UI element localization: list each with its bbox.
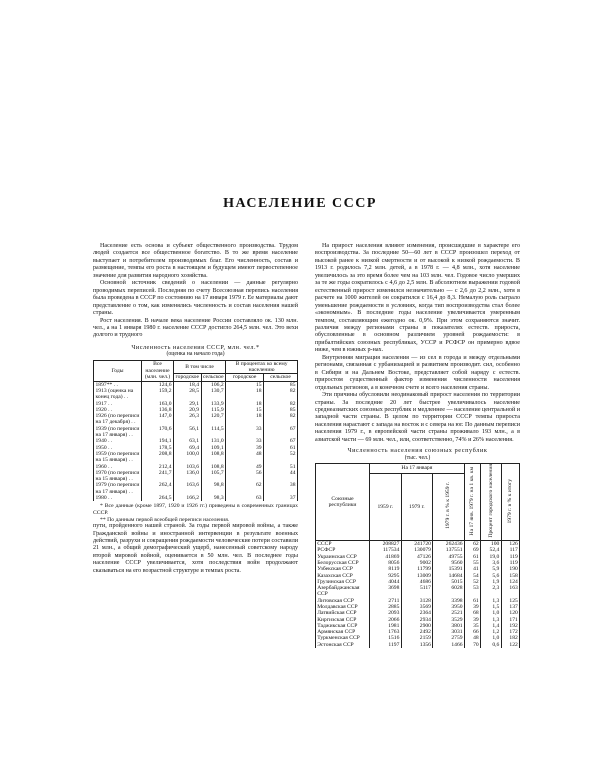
republic-cell: Белорусская ССР: [316, 560, 370, 566]
value-cell: 98,3: [201, 495, 226, 501]
value-cell: 8119: [370, 566, 402, 572]
value-cell: 262,4: [142, 482, 174, 495]
value-cell: 55: [464, 560, 480, 566]
value-cell: 163,0: [142, 401, 174, 407]
value-cell: 241720: [401, 541, 433, 548]
value-cell: 3950: [433, 604, 465, 610]
value-cell: 120,7: [201, 413, 226, 426]
paragraph: пути, пройденного нашей страной. За годы первой мировой войны, а также Гражданской войны и иностранной интервенции в результате военных действий, разрухи и сокращения рождаемости человеческие потери составили 21 млн., а общий демографический ущерб, нанесенный советскому народу второй мировой войной, оценивается в 50 млн. чел. В последнее годы население СССР увеличивается, хотя последствия войн продолжают сказываться на его возрастной структуре и темпах роста.: [93, 523, 298, 574]
value-cell: 163,6: [174, 482, 202, 495]
value-cell: 82: [264, 401, 298, 407]
value-cell: 61: [464, 554, 480, 560]
value-cell: 49: [226, 464, 264, 470]
table-row: [94, 426, 298, 439]
value-cell: 190: [501, 566, 520, 572]
value-cell: 82: [264, 413, 298, 426]
header-urban-share: Процент городского населения: [480, 464, 501, 541]
value-cell: 1,5: [480, 604, 501, 610]
value-cell: 133,9: [201, 401, 226, 407]
republics-table: [315, 463, 520, 648]
header-years: Годы: [94, 360, 142, 381]
year-cell: 1940 . .: [94, 438, 142, 444]
value-cell: 2,3: [480, 585, 501, 598]
value-cell: 136,8: [142, 407, 174, 413]
republic-cell: Киргизская ССР: [316, 617, 370, 623]
header-total: Все население (млн. чел.): [142, 360, 174, 381]
header-percent: В процентах ко всему населению: [226, 360, 298, 374]
value-cell: 98,8: [201, 482, 226, 495]
right-column: [315, 243, 520, 648]
value-cell: 56,1: [174, 426, 202, 439]
year-cell: 1959 (по переписи на 15 января) . .: [94, 451, 142, 464]
header-urban: городское: [175, 374, 199, 381]
value-cell: 1,0: [480, 610, 501, 616]
header-1959: 1959 г.: [370, 473, 402, 540]
value-cell: 131,0: [201, 438, 226, 444]
republic-cell: Армянская ССР: [316, 629, 370, 635]
value-cell: 52: [464, 579, 480, 585]
value-cell: 8056: [370, 560, 402, 566]
value-cell: 2159: [401, 635, 433, 641]
value-cell: 85: [264, 407, 298, 413]
value-cell: 5,9: [480, 566, 501, 572]
value-cell: 82: [264, 388, 298, 401]
value-cell: 2900: [401, 623, 433, 629]
value-cell: 9002: [401, 560, 433, 566]
left-column: [93, 243, 298, 575]
republic-cell: Казахская ССР: [316, 573, 370, 579]
table-row: [94, 413, 298, 426]
value-cell: 137551: [433, 547, 465, 553]
republic-cell: Литовская ССР: [316, 598, 370, 604]
table1-subcaption: (оценка на начало года): [166, 351, 225, 358]
header-pct-1959: 1979 г. в % к 1959 г.: [433, 473, 465, 540]
value-cell: 13009: [401, 573, 433, 579]
header-1979: 1979 г.: [401, 473, 433, 540]
table-row: [94, 451, 298, 464]
table1-caption: Численность населения СССР, млн. чел.*: [131, 343, 260, 351]
value-cell: 33: [226, 438, 264, 444]
value-cell: 212,4: [142, 464, 174, 470]
value-cell: 147,0: [142, 413, 174, 426]
header-area: На 17 янв. 1979 г. на 1 кв. км: [464, 464, 480, 541]
value-cell: 120: [501, 610, 520, 616]
value-cell: 26,3: [174, 413, 202, 426]
republic-cell: Эстонская ССР: [316, 642, 370, 648]
value-cell: 18: [226, 413, 264, 426]
value-cell: 1,0: [480, 635, 501, 641]
year-cell: 1913 (оценка на конец года) . .: [94, 388, 142, 401]
value-cell: 18,4: [174, 381, 202, 388]
value-cell: 3,6: [480, 560, 501, 566]
value-cell: 171: [501, 617, 520, 623]
value-cell: 3698: [370, 585, 402, 598]
value-cell: 124: [501, 579, 520, 585]
header-rural: сельское: [203, 374, 224, 381]
value-cell: 1981: [370, 623, 402, 629]
paragraph: На прирост населения влияют изменения, происшедшие в характере его воспроизводства. За последние 50—60 лет в СССР произошел переход от высокой ранее к низкой смертности и от высокой к низкой рождаемости. В 1913 г. родилось 7,2 млн. детей, а в 1978 г. — 4,8 млн., хотя население увеличилось за это время более чем на 103 млн. чел. Годовое число умерших за те же годы сократилось с 4,6 до 2,5 млн. В абсолютном выражении годовой естественный прирост изменился незначительно — с 2,6 до 2,2 млн., хотя в расчете на 1000 жителей он сократился с 16,4 до 8,3. Немалую роль сыграло уменьшение рождаемости в условиях, когда тип воспроизводства стал более «экономным». В последние годы население увеличивается умеренным темпом, составляющим ежегодно ок. 0,9%. При этом сохраняются значит. различия между регионами страны в показателях естеств. прироста, обусловленные в основном различием уровней рождаемости: в прибалтийских союзных республиках, УССР и РСФСР он примерно вдвое ниже, чем в южных р-нах.: [315, 243, 520, 354]
value-cell: 1197: [370, 642, 402, 648]
header-including: В том числе: [174, 360, 226, 374]
value-cell: 172: [501, 629, 520, 635]
year-cell: 1980 . .: [94, 495, 142, 501]
value-cell: 5015: [433, 579, 465, 585]
value-cell: 85: [264, 381, 298, 388]
value-cell: 2711: [370, 598, 402, 604]
value-cell: 100,0: [174, 451, 202, 464]
value-cell: 67: [264, 426, 298, 439]
header-republics: Союзные республики: [316, 464, 370, 541]
value-cell: 61: [464, 598, 480, 604]
value-cell: 51: [264, 464, 298, 470]
value-cell: 166,2: [174, 495, 202, 501]
value-cell: 53: [464, 585, 480, 598]
value-cell: 67: [264, 438, 298, 444]
value-cell: 52,4: [480, 547, 501, 553]
value-cell: 178,5: [142, 445, 174, 451]
value-cell: 66: [464, 629, 480, 635]
year-cell: 1970 (по переписи на 15 января) . .: [94, 470, 142, 483]
value-cell: 108,8: [201, 464, 226, 470]
value-cell: 3031: [433, 629, 465, 635]
value-cell: 130,7: [201, 388, 226, 401]
value-cell: 136,0: [174, 470, 202, 483]
value-cell: 63,1: [174, 438, 202, 444]
value-cell: 39: [464, 604, 480, 610]
table-row: [94, 381, 298, 388]
population-table: [93, 360, 298, 502]
value-cell: 119: [501, 554, 520, 560]
value-cell: 108,8: [201, 451, 226, 464]
value-cell: 124,6: [142, 381, 174, 388]
value-cell: 48: [464, 635, 480, 641]
table-row: [94, 495, 298, 501]
header-on-january: На 17 января: [370, 464, 465, 474]
value-cell: 9295: [370, 573, 402, 579]
value-cell: 2759: [433, 635, 465, 641]
table1-footnotes: [93, 503, 298, 523]
year-cell: 1979 (по переписи на 17 января) . .: [94, 482, 142, 495]
value-cell: 3569: [401, 604, 433, 610]
year-cell: 1897** . .: [94, 381, 142, 388]
value-cell: 114,5: [201, 426, 226, 439]
value-cell: 241,7: [142, 470, 174, 483]
value-cell: 3398: [433, 598, 465, 604]
footnote: * Все данные (кроме 1897, 1920 и 1926 гг.) приведены в современных границах СССР.: [93, 503, 298, 516]
republic-cell: Узбекская ССР: [316, 566, 370, 572]
value-cell: 49755: [433, 554, 465, 560]
value-cell: 15: [226, 407, 264, 413]
value-cell: 69: [464, 547, 480, 553]
value-cell: 29,1: [174, 401, 202, 407]
value-cell: 52: [264, 451, 298, 464]
value-cell: 208,8: [142, 451, 174, 464]
value-cell: 2934: [401, 617, 433, 623]
value-cell: 11799: [401, 566, 433, 572]
value-cell: 63: [226, 495, 264, 501]
value-cell: 130079: [401, 547, 433, 553]
value-cell: 1,9: [480, 579, 501, 585]
value-cell: 2093: [370, 610, 402, 616]
year-cell: 1917 . .: [94, 401, 142, 407]
year-cell: 1926 (по переписи на 17 декабря) . .: [94, 413, 142, 426]
year-cell: 1920 . .: [94, 407, 142, 413]
value-cell: 20,9: [174, 407, 202, 413]
value-cell: 41: [464, 566, 480, 572]
value-cell: 1,2: [480, 629, 501, 635]
paragraph: Основной источник сведений о населении — данные регулярно проводимых переписей. Последняя по счету Всесоюзная перепись населения была проведена в СССР по состоянию на 17 января 1979 г. Ее материалы дают представление о том, как изменялись численность и состав населения нашей страны.: [93, 280, 298, 317]
value-cell: 18: [226, 388, 264, 401]
value-cell: 5117: [401, 585, 433, 598]
republic-cell: Грузинская ССР: [316, 579, 370, 585]
value-cell: 4686: [401, 579, 433, 585]
value-cell: 56: [226, 470, 264, 483]
value-cell: 137: [501, 604, 520, 610]
value-cell: 47126: [401, 554, 433, 560]
table-row: [94, 388, 298, 401]
value-cell: 0,6: [480, 642, 501, 648]
value-cell: 37: [264, 495, 298, 501]
value-cell: 70: [464, 642, 480, 648]
value-cell: 39: [464, 617, 480, 623]
value-cell: 2885: [370, 604, 402, 610]
paragraph: Внутренняя миграция населения — из сел в города и между отдельными регионами, связанная с урбанизацией и развитием производит. сил, особенно в Сибири и на Дальнем Востоке, представляет собой наряду с естеств. приростом существенный фактор изменения численности населения отдельных регионов, а в конечном счете и всего населения страны.: [315, 354, 520, 391]
value-cell: 68: [464, 610, 480, 616]
value-cell: 126: [501, 541, 520, 548]
republic-cell: Таджикская ССР: [316, 623, 370, 629]
page-title: НАСЕЛЕНИЕ СССР: [223, 196, 377, 211]
value-cell: 1466: [433, 642, 465, 648]
value-cell: 1516: [370, 635, 402, 641]
value-cell: 103,6: [174, 464, 202, 470]
value-cell: 1,3: [480, 617, 501, 623]
value-cell: 117: [501, 547, 520, 553]
value-cell: 105,7: [201, 470, 226, 483]
value-cell: 122: [501, 642, 520, 648]
republic-cell: Азербайджанская ССР: [316, 585, 370, 598]
value-cell: 1,3: [480, 598, 501, 604]
value-cell: 262436: [433, 541, 465, 548]
value-cell: 1356: [401, 642, 433, 648]
value-cell: 3801: [433, 623, 465, 629]
value-cell: 192: [501, 623, 520, 629]
value-cell: 194,1: [142, 438, 174, 444]
value-cell: 3128: [401, 598, 433, 604]
value-cell: 15391: [433, 566, 465, 572]
value-cell: 41869: [370, 554, 402, 560]
paragraph: Население есть основа и субъект общественного производства. Трудом людей создается все общественное богатство. В то же время население выступает и потребителем производимых благ. Его численность, состав и размещение, темпы его роста в настоящем и будущем имеют первостепенное значение для развития народного хозяйства.: [93, 243, 298, 279]
value-cell: 182: [501, 635, 520, 641]
year-cell: 1939 (по переписи на 17 января) . .: [94, 426, 142, 439]
value-cell: 163: [501, 585, 520, 598]
value-cell: 1,4: [480, 623, 501, 629]
value-cell: 5,6: [480, 573, 501, 579]
value-cell: 44: [264, 470, 298, 483]
value-cell: 2066: [370, 617, 402, 623]
value-cell: 69,4: [174, 445, 202, 451]
value-cell: 18: [226, 401, 264, 407]
footnote: ** По данным первой всеобщей переписи населения.: [100, 516, 230, 523]
table2-subtitle: (тыс. чел.): [404, 454, 431, 461]
value-cell: 15: [226, 381, 264, 388]
value-cell: 62: [226, 482, 264, 495]
value-cell: 19,0: [480, 554, 501, 560]
value-cell: 4044: [370, 579, 402, 585]
year-cell: 1950 . .: [94, 445, 142, 451]
table2-title: Численность населения союзных республик: [347, 447, 488, 455]
table-row: [316, 541, 520, 548]
republic-cell: Украинская ССР: [316, 554, 370, 560]
republic-cell: Туркменская ССР: [316, 635, 370, 641]
value-cell: 9560: [433, 560, 465, 566]
value-cell: 6028: [433, 585, 465, 598]
value-cell: 159,2: [142, 388, 174, 401]
value-cell: 61: [264, 445, 298, 451]
value-cell: 3529: [433, 617, 465, 623]
value-cell: 100: [480, 541, 501, 548]
table-row: [94, 470, 298, 483]
republic-cell: РСФСР: [316, 547, 370, 553]
value-cell: 2364: [401, 610, 433, 616]
value-cell: 39: [226, 445, 264, 451]
table-row: [316, 642, 520, 648]
value-cell: 119: [501, 560, 520, 566]
value-cell: 33: [226, 426, 264, 439]
value-cell: 62: [464, 541, 480, 548]
year-cell: 1960 . .: [94, 464, 142, 470]
header-pct-urban: городское: [226, 374, 264, 381]
value-cell: 54: [464, 573, 480, 579]
value-cell: 14684: [433, 573, 465, 579]
republic-cell: Молдавская ССР: [316, 604, 370, 610]
paragraph: Рост населения. В начале века население России составляло ок. 130 млн. чел., а на 1 января 1980 г. население СССР достигло 264,5 млн. чел. Это вехи долгого и трудного: [93, 317, 298, 339]
value-cell: 28,5: [174, 388, 202, 401]
value-cell: 158: [501, 573, 520, 579]
header-pct-rural: сельское: [264, 374, 298, 381]
value-cell: 2521: [433, 610, 465, 616]
value-cell: 2492: [401, 629, 433, 635]
value-cell: 170,6: [142, 426, 174, 439]
value-cell: 35: [464, 623, 480, 629]
value-cell: 38: [264, 482, 298, 495]
value-cell: 125: [501, 598, 520, 604]
value-cell: 117534: [370, 547, 402, 553]
value-cell: 264,5: [142, 495, 174, 501]
value-cell: 1763: [370, 629, 402, 635]
value-cell: 48: [226, 451, 264, 464]
table-row: [316, 585, 520, 598]
republic-cell: СССР: [316, 541, 370, 548]
table-row: [94, 482, 298, 495]
value-cell: 106,2: [201, 381, 226, 388]
value-cell: 208827: [370, 541, 402, 548]
republic-cell: Латвийская ССР: [316, 610, 370, 616]
value-cell: 109,1: [201, 445, 226, 451]
header-share: 1979 г. в % к итогу: [501, 464, 520, 541]
paragraph: Эти причины обусловили неодинаковый прирост населения по территории страны. За последние 20 лет быстрее увеличивалось население среднеазиатских союзных республик и медленнее — население центральной и западной части страны. В целом по территории СССР темпы прироста населения нарастают с запада на восток и с севера на юг. По данным переписи населения 1979 г., в европейской части страны проживало 193 млн., а в азиатской части — 69 млн. чел., или, соответственно, 74% и 26% населения.: [315, 392, 520, 443]
value-cell: 115,9: [201, 407, 226, 413]
